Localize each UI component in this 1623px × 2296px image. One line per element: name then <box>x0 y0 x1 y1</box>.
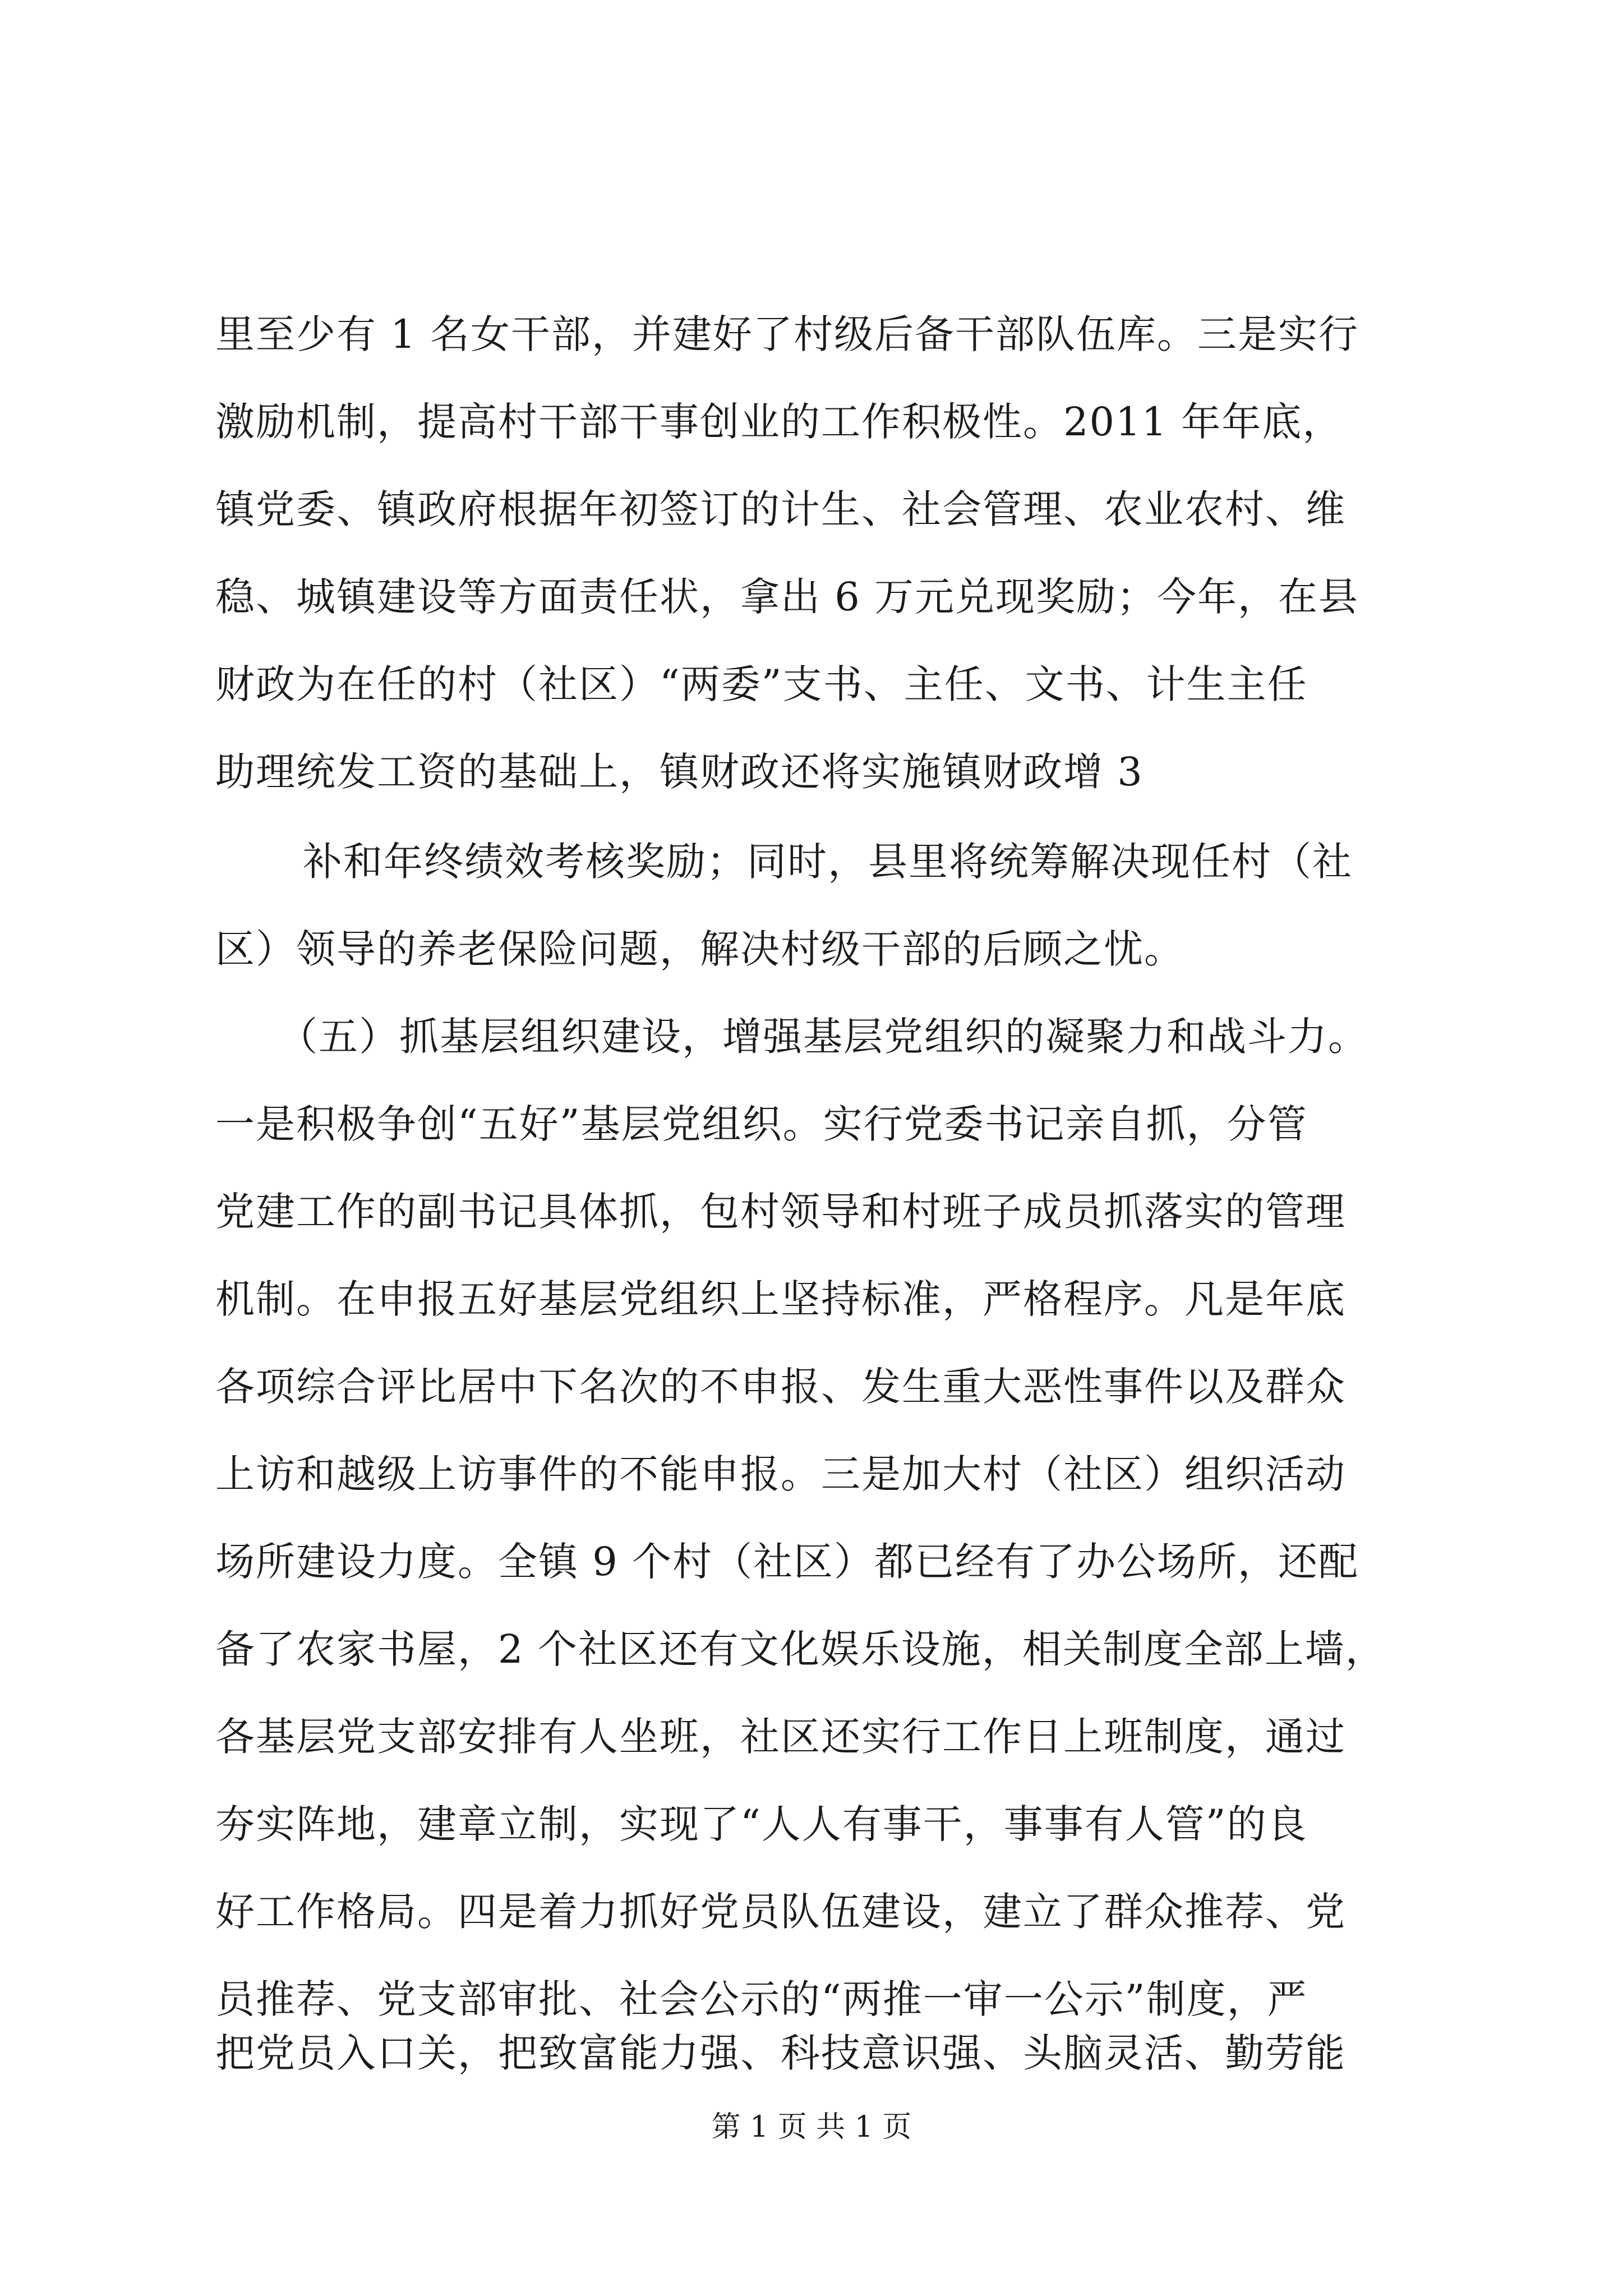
text-line-1: 里至少有 1 名女干部，并建好了村级后备干部队伍库。三是实行 <box>215 311 1359 357</box>
text-line-10: 一是积极争创“五好”基层党组织。实行党委书记亲自抓，分管 <box>215 1101 1308 1147</box>
text-line-7: 补和年终绩效考核奖励；同时，县里将统筹解决现任村（社 <box>303 839 1353 885</box>
text-line-6: 助理统发工资的基础上，镇财政还将实施镇财政增 3 <box>215 749 1144 795</box>
section-heading-5: （五）抓基层组织建设，增强基层党组织的凝聚力和战斗力。 <box>278 1014 1368 1060</box>
text-line-15: 场所建设力度。全镇 9 个村（社区）都已经有了办公场所，还配 <box>215 1539 1359 1585</box>
text-line-16: 备了农家书屋，2 个社区还有文化娱乐设施，相关制度全部上墙， <box>215 1626 1386 1672</box>
text-line-4: 稳、城镇建设等方面责任状，拿出 6 万元兑现奖励；今年，在县 <box>215 574 1359 620</box>
text-line-3: 镇党委、镇政府根据年初签订的计生、社会管理、农业农村、维 <box>215 486 1346 532</box>
text-line-17: 各基层党支部安排有人坐班，社区还实行工作日上班制度，通过 <box>215 1714 1346 1760</box>
text-line-13: 各项综合评比居中下名次的不申报、发生重大恶性事件以及群众 <box>215 1364 1346 1410</box>
text-line-14: 上访和越级上访事件的不能申报。三是加大村（社区）组织活动 <box>215 1451 1346 1497</box>
text-line-12: 机制。在申报五好基层党组织上坚持标准，严格程序。凡是年底 <box>215 1276 1346 1322</box>
text-line-11: 党建工作的副书记具体抓，包村领导和村班子成员抓落实的管理 <box>215 1189 1346 1235</box>
text-line-19: 好工作格局。四是着力抓好党员队伍建设，建立了群众推荐、党 <box>215 1889 1346 1935</box>
text-line-20: 员推荐、党支部审批、社会公示的“两推一审一公示”制度，严 <box>215 1976 1308 2022</box>
text-line-21: 把党员入口关，把致富能力强、科技意识强、头脑灵活、勤劳能 <box>215 2030 1346 2076</box>
page-footer: 第 1 页 共 1 页 <box>711 2110 912 2144</box>
text-line-5: 财政为在任的村（社区）“两委”支书、主任、文书、计生主任 <box>215 661 1308 707</box>
text-line-18: 夯实阵地，建章立制，实现了“人人有事干，事事有人管”的良 <box>215 1801 1308 1847</box>
text-line-8: 区）领导的养老保险问题，解决村级干部的后顾之忧。 <box>215 926 1184 972</box>
text-line-2: 激励机制，提高村干部干事创业的工作积极性。2011 年年底， <box>215 399 1343 445</box>
